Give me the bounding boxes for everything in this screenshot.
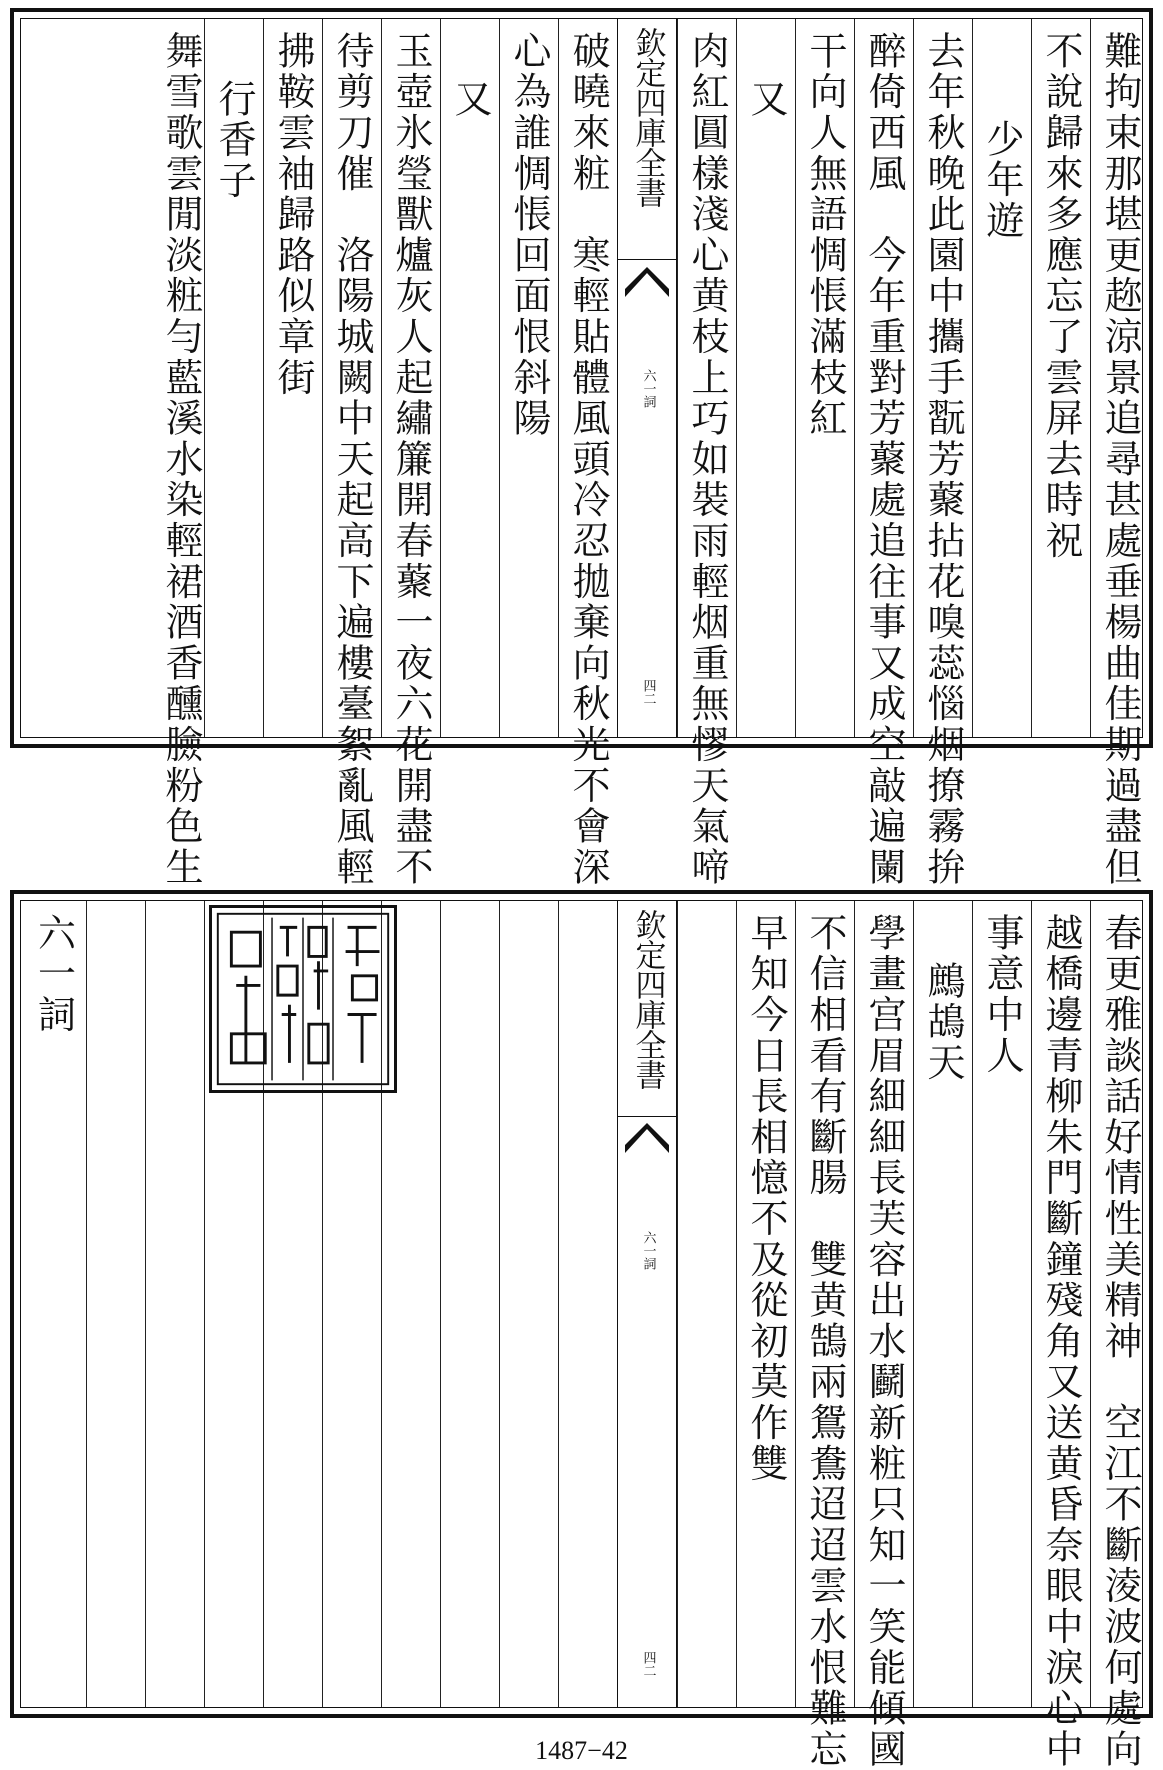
text-column [1090, 19, 1149, 888]
text-column [499, 19, 558, 737]
column-text: 難拘束那堪更趂涼景追尋甚處垂楊曲佳期過盡但 [1098, 31, 1142, 888]
text-column [440, 19, 499, 737]
column-text: 行香子 [212, 79, 256, 202]
column-text: 不信相看有斷腸 雙黄鵠兩鴛鴦迢迢雲水恨難忘 [803, 913, 847, 1770]
column-text: 拂鞍雲袖歸路似章街 [271, 31, 315, 399]
column-text: 心為誰惆悵回面恨斜陽 [507, 31, 551, 439]
text-column [322, 19, 381, 888]
text-column [263, 19, 322, 737]
column-text: 春更雅談話好情性美精神 空江不斷淩波何處向 [1098, 913, 1142, 1770]
center-title-box [618, 19, 676, 260]
column-text: 玉壺氷瑩獸爐灰人起繡簾開春藂一夜六花開盡不 [389, 31, 433, 888]
text-column [736, 901, 795, 1707]
center-label: 六一詞 [640, 1231, 656, 1270]
column-text: 越橋邊青柳朱門斷鐘殘角又送黄昏奈眼中淚心中 [1039, 913, 1083, 1770]
column-text: 醉倚西風 今年重對芳藂處追往事又成空敲遍闌 [862, 31, 906, 888]
column-text: 不說歸來多應忘了雲屏去時祝 [1039, 31, 1083, 562]
center-fold [617, 901, 677, 1707]
column-text: 事意中人 [980, 913, 1024, 1077]
text-column [145, 901, 204, 1707]
column-text: 去年秋晚此園中攜手翫芳藂拈花嗅蕊惱烟撩霧拚 [921, 31, 965, 888]
column-text: 待剪刀催 洛陽城闕中天起高下遍樓臺絮亂風輕 [330, 31, 374, 888]
top-page [10, 8, 1153, 888]
text-column [1090, 901, 1149, 1770]
text-column [854, 19, 913, 888]
text-column [499, 901, 558, 1707]
center-page-number: 四二 [640, 679, 656, 705]
center-fold [617, 19, 677, 737]
top-page-frame [20, 18, 1143, 888]
text-column [736, 19, 795, 737]
text-column [677, 901, 736, 1707]
center-title: 欽定四庫全書 [629, 909, 666, 1089]
column-text: 舞雪歌雲閒淡粧勻藍溪水染輕裙酒香醺臉粉色生 [159, 31, 203, 888]
text-column [204, 19, 263, 737]
column-text: 鷓鴣天 [921, 961, 965, 1084]
text-column [913, 19, 972, 888]
text-column [972, 19, 1031, 737]
text-column [21, 19, 204, 888]
text-column [381, 19, 440, 888]
fish-tail-mark-icon [625, 1123, 669, 1153]
text-column [913, 901, 972, 1707]
page-footer-number: 1487−42 [535, 1736, 628, 1765]
text-column [440, 901, 499, 1707]
center-page-number: 四二 [640, 1651, 656, 1677]
text-column [86, 901, 145, 1707]
text-column [677, 19, 736, 888]
text-column [854, 901, 913, 1770]
center-label: 六一詞 [640, 369, 656, 408]
column-text: 又 [744, 79, 788, 120]
text-column [1031, 19, 1090, 737]
seal-glyphs-icon [212, 908, 394, 1090]
imperial-seal [209, 905, 397, 1093]
center-title-box [618, 901, 676, 1117]
text-column [795, 19, 854, 737]
column-text: 破曉來粧 寒輕貼體風頭冷忍拋棄向秋光不會深 [566, 31, 610, 888]
column-text: 早知今日長相憶不及從初莫作雙 [744, 913, 788, 1485]
column-text: 少年遊 [980, 119, 1024, 242]
text-column [558, 19, 617, 888]
column-text: 干向人無語惆悵滿枝紅 [803, 31, 847, 439]
text-column [795, 901, 854, 1770]
column-text: 肉紅圓樣淺心黄枝上巧如裝雨輕烟重無憀天氣啼 [685, 31, 729, 888]
center-title: 欽定四庫全書 [629, 27, 666, 207]
text-column [972, 901, 1031, 1707]
column-text: 學畫宫眉細細長芙容出水鬬新粧只知一笑能傾國 [862, 913, 906, 1770]
fish-tail-mark-icon [625, 267, 669, 297]
text-column [1031, 901, 1090, 1770]
column-text: 又 [448, 79, 492, 120]
column-text: 六一詞 [31, 913, 76, 1036]
text-column [558, 901, 617, 1707]
closing-title-column [21, 901, 86, 1707]
